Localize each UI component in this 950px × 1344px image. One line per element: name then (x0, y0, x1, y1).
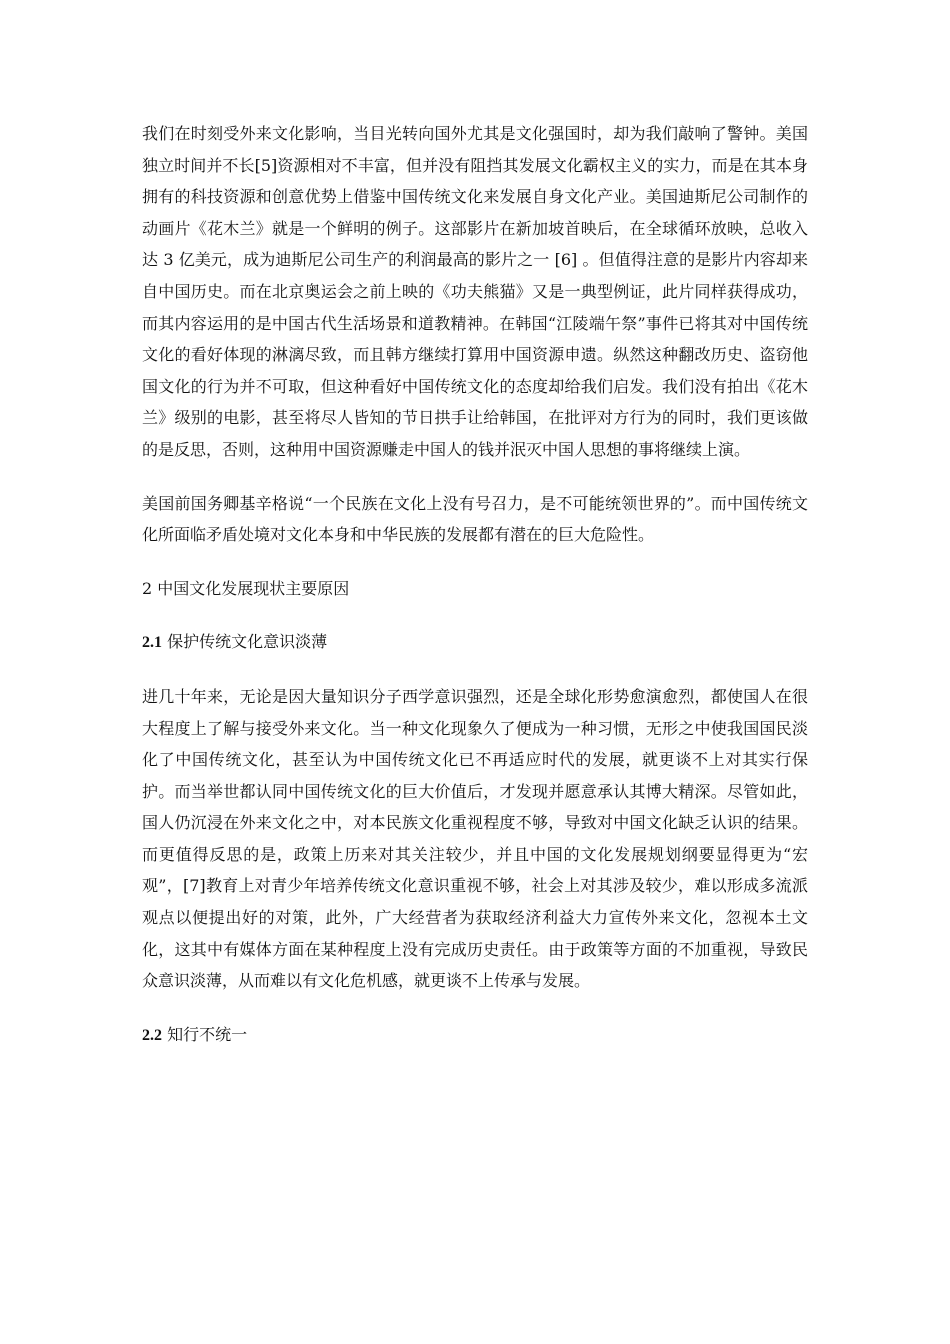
body-paragraph-cultural-influence: 我们在时刻受外来文化影响，当目光转向国外尤其是文化强国时，却为我们敲响了警钟。美国独立时间并不长[5]资源相对不丰富，但并没有阻挡其发展文化霸权主义的实力，而是在其本身拥有的科技资源和创意优势上借鉴中国传统文化来发展自身文化产业。美国迪斯尼公司制作的动画片《花木兰》就是一个鲜明的例子。这部影片在新加坡首映后，在全球循环放映，总收入达 3 亿美元，成为迪斯尼公司生产的利润最高的影片之一 [6] 。但值得注意的是影片内容却来自中国历史。而在北京奥运会之前上映的《功夫熊猫》又是一典型例证，此片同样获得成功，而其内容运用的是中国古代生活场景和道教精神。在韩国“江陵端午祭”事件已将其对中国传统文化的看好体现的淋漓尽致，而且韩方继续打算用中国资源申遗。纵然这种翻改历史、盗窃他国文化的行为并不可取，但这种看好中国传统文化的态度却给我们启发。我们没有拍出《花木兰》级别的电影，甚至将尽人皆知的节日拱手让给韩国，在批评对方行为的同时，我们更该做的是反思，否则，这种用中国资源赚走中国人的钱并泯灭中国人思想的事将继续上演。 (142, 124, 808, 459)
subsection-title: 知行不统一 (162, 1024, 248, 1044)
body-paragraph-weak-awareness: 进几十年来，无论是因大量知识分子西学意识强烈，还是全球化形势愈演愈烈，都使国人在很大程度上了解与接受外来文化。当一种文化现象久了便成为一种习惯，无形之中使我国国民淡化了中国传统文化，甚至认为中国传统文化已不再适应时代的发展，就更谈不上对其实行保护。而当举世都认同中国传统文化的巨大价值后，才发现并愿意承认其博大精深。尽管如此，国人仍沉浸在外来文化之中，对本民族文化重视程度不够，导致对中国文化缺乏认识的结果。而更值得反思的是，政策上历来对其关注较少，并且中国的文化发展规划纲要显得更为“宏观”，[7]教育上对青少年培养传统文化意识重视不够，社会上对其涉及较少，难以形成多流派观点以便提出好的对策，此外，广大经营者为获取经济利益大力宣传外来文化，忽视本土文化，这其中有媒体方面在某种程度上没有完成历史责任。由于政策等方面的不加重视，导致民众意识淡薄，从而难以有文化危机感，就更谈不上传承与发展。 (142, 686, 808, 991)
paragraph-gap (142, 997, 808, 1019)
paragraph-gap (142, 551, 808, 573)
document-page (142, 118, 808, 1051)
subsection-heading-2-1 (142, 626, 808, 659)
subsection-heading-2-2 (142, 1019, 808, 1052)
subsection-title: 保护传统文化意识淡薄 (162, 632, 328, 652)
subsection-number: 2.1 (142, 634, 162, 652)
subsection-number: 2.2 (142, 1026, 162, 1044)
paragraph-gap (142, 659, 808, 681)
section-heading-2: 2 中国文化发展现状主要原因 (142, 578, 350, 598)
paragraph-gap (142, 466, 808, 488)
paragraph-gap (142, 604, 808, 626)
body-paragraph-kissinger-quote: 美国前国务卿基辛格说“一个民族在文化上没有号召力，是不可能统领世界的”。而中国传统文化所面临矛盾处境对文化本身和中华民族的发展都有潜在的巨大危险性。 (142, 493, 808, 545)
